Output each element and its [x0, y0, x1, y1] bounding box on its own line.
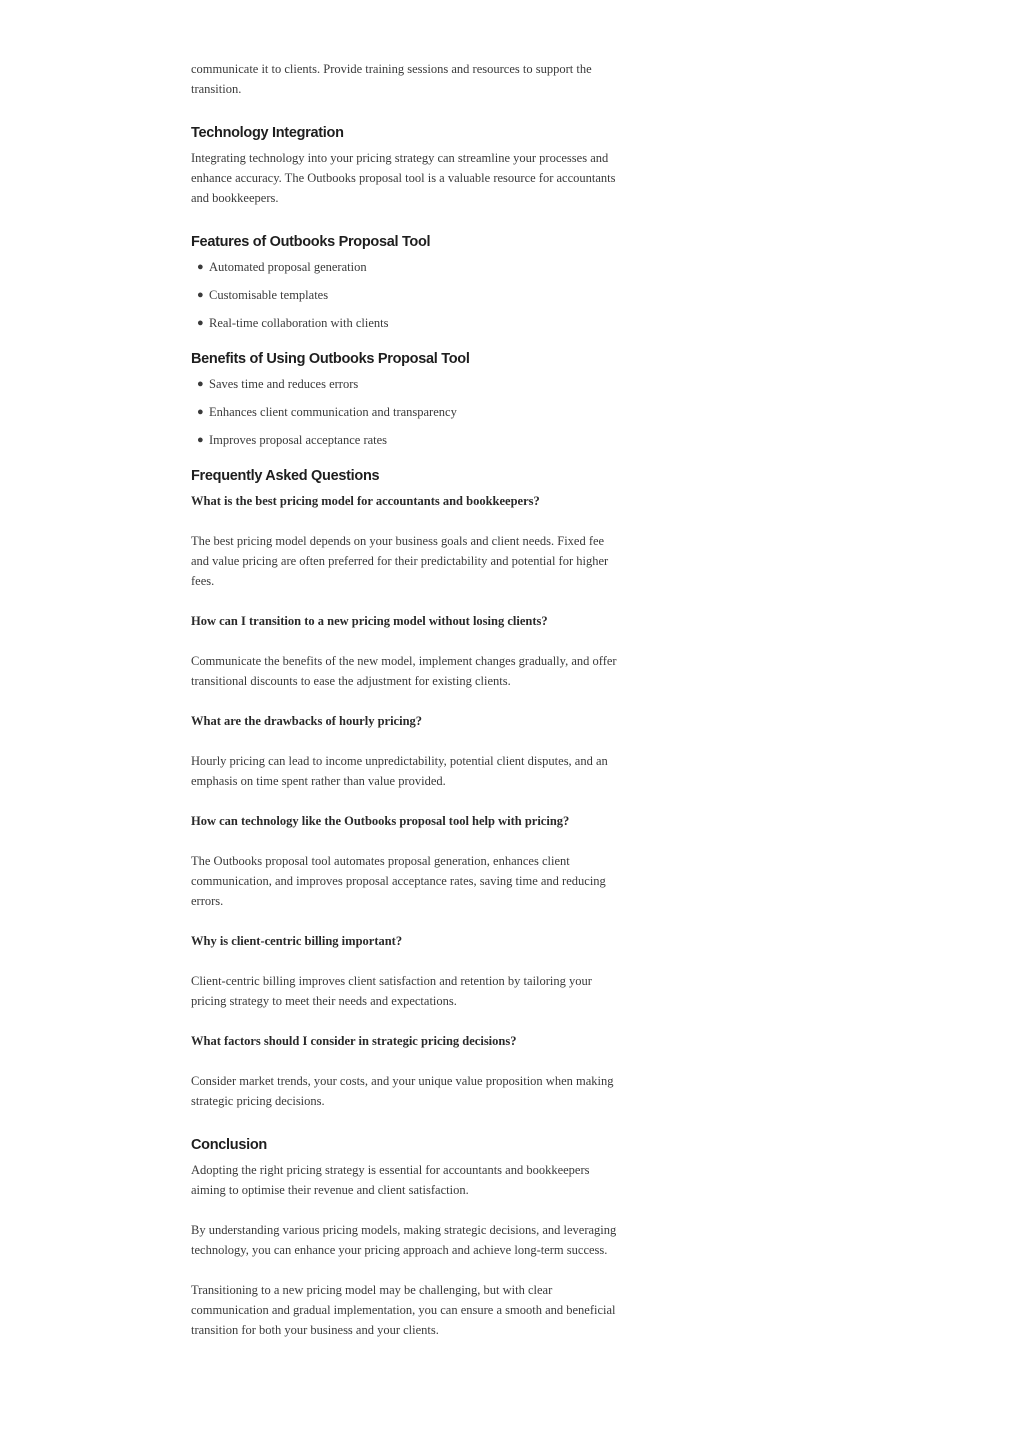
faq-question: How can I transition to a new pricing model without losing clients? — [191, 614, 548, 628]
faq-answer: The best pricing model depends on your business goals and client needs. Fixed fee and value pricing are often preferred for their predictability and potential for higher fees. — [191, 534, 609, 588]
bullet-icon: ● — [197, 261, 204, 273]
list-item-text: Improves proposal acceptance rates — [209, 433, 388, 447]
bullet-icon: ● — [197, 317, 204, 329]
faq-answer: Consider market trends, your costs, and your unique value proposition when making strategic pricing decisions. — [191, 1074, 614, 1108]
faq-answer: Client-centric billing improves client satisfaction and retention by tailoring your pricing strategy to meet their needs and expectations. — [191, 974, 592, 1008]
article-body — [191, 59, 621, 1340]
intro-paragraph: communicate it to clients. Provide training sessions and resources to support the transition. — [191, 62, 592, 96]
list-item-text: Saves time and reduces errors — [209, 377, 359, 391]
bullet-icon: ● — [197, 378, 204, 390]
faq-question: What is the best pricing model for accountants and bookkeepers? — [191, 494, 540, 508]
benefits-heading: Benefits of Using Outbooks Proposal Tool — [191, 351, 470, 367]
faq-answer: The Outbooks proposal tool automates proposal generation, enhances client communication, and improves proposal acceptance rates, saving time and reducing errors. — [191, 854, 606, 908]
faq-question: What are the drawbacks of hourly pricing? — [191, 714, 423, 728]
list-item — [191, 257, 621, 277]
features-list — [191, 257, 621, 333]
faq-question: Why is client-centric billing important? — [191, 934, 403, 948]
list-item — [191, 313, 621, 333]
list-item-text: Enhances client communication and transparency — [209, 405, 457, 419]
conclusion-paragraph: Adopting the right pricing strategy is essential for accountants and bookkeepers aiming to optimise their revenue and client satisfaction. — [191, 1163, 590, 1197]
conclusion-paragraph: Transitioning to a new pricing model may be challenging, but with clear communication and gradual implementation, you can ensure a smooth and beneficial transition for both your business and your clients. — [191, 1283, 616, 1337]
list-item — [191, 402, 621, 422]
list-item-text: Customisable templates — [209, 288, 329, 302]
benefits-list — [191, 374, 621, 450]
faq-answer: Communicate the benefits of the new model, implement changes gradually, and offer transitional discounts to ease the adjustment for existing clients. — [191, 654, 617, 688]
list-item-text: Automated proposal generation — [209, 260, 367, 274]
faq-heading: Frequently Asked Questions — [191, 468, 380, 484]
list-item — [191, 285, 621, 305]
bullet-icon: ● — [197, 434, 204, 446]
conclusion-heading: Conclusion — [191, 1137, 267, 1153]
list-item — [191, 374, 621, 394]
technology-heading: Technology Integration — [191, 125, 344, 141]
bullet-icon: ● — [197, 289, 204, 301]
faq-question: What factors should I consider in strategic pricing decisions? — [191, 1034, 517, 1048]
bullet-icon: ● — [197, 406, 204, 418]
features-heading: Features of Outbooks Proposal Tool — [191, 234, 431, 250]
list-item — [191, 430, 621, 450]
list-item-text: Real-time collaboration with clients — [209, 316, 389, 330]
faq-question: How can technology like the Outbooks proposal tool help with pricing? — [191, 814, 570, 828]
conclusion-paragraph: By understanding various pricing models, making strategic decisions, and leveraging technology, you can enhance your pricing approach and achieve long-term success. — [191, 1223, 617, 1257]
faq-answer: Hourly pricing can lead to income unpredictability, potential client disputes, and an emphasis on time spent rather than value provided. — [191, 754, 608, 788]
technology-paragraph: Integrating technology into your pricing strategy can streamline your processes and enhance accuracy. The Outbooks proposal tool is a valuable resource for accountants and bookkeepers. — [191, 151, 616, 205]
